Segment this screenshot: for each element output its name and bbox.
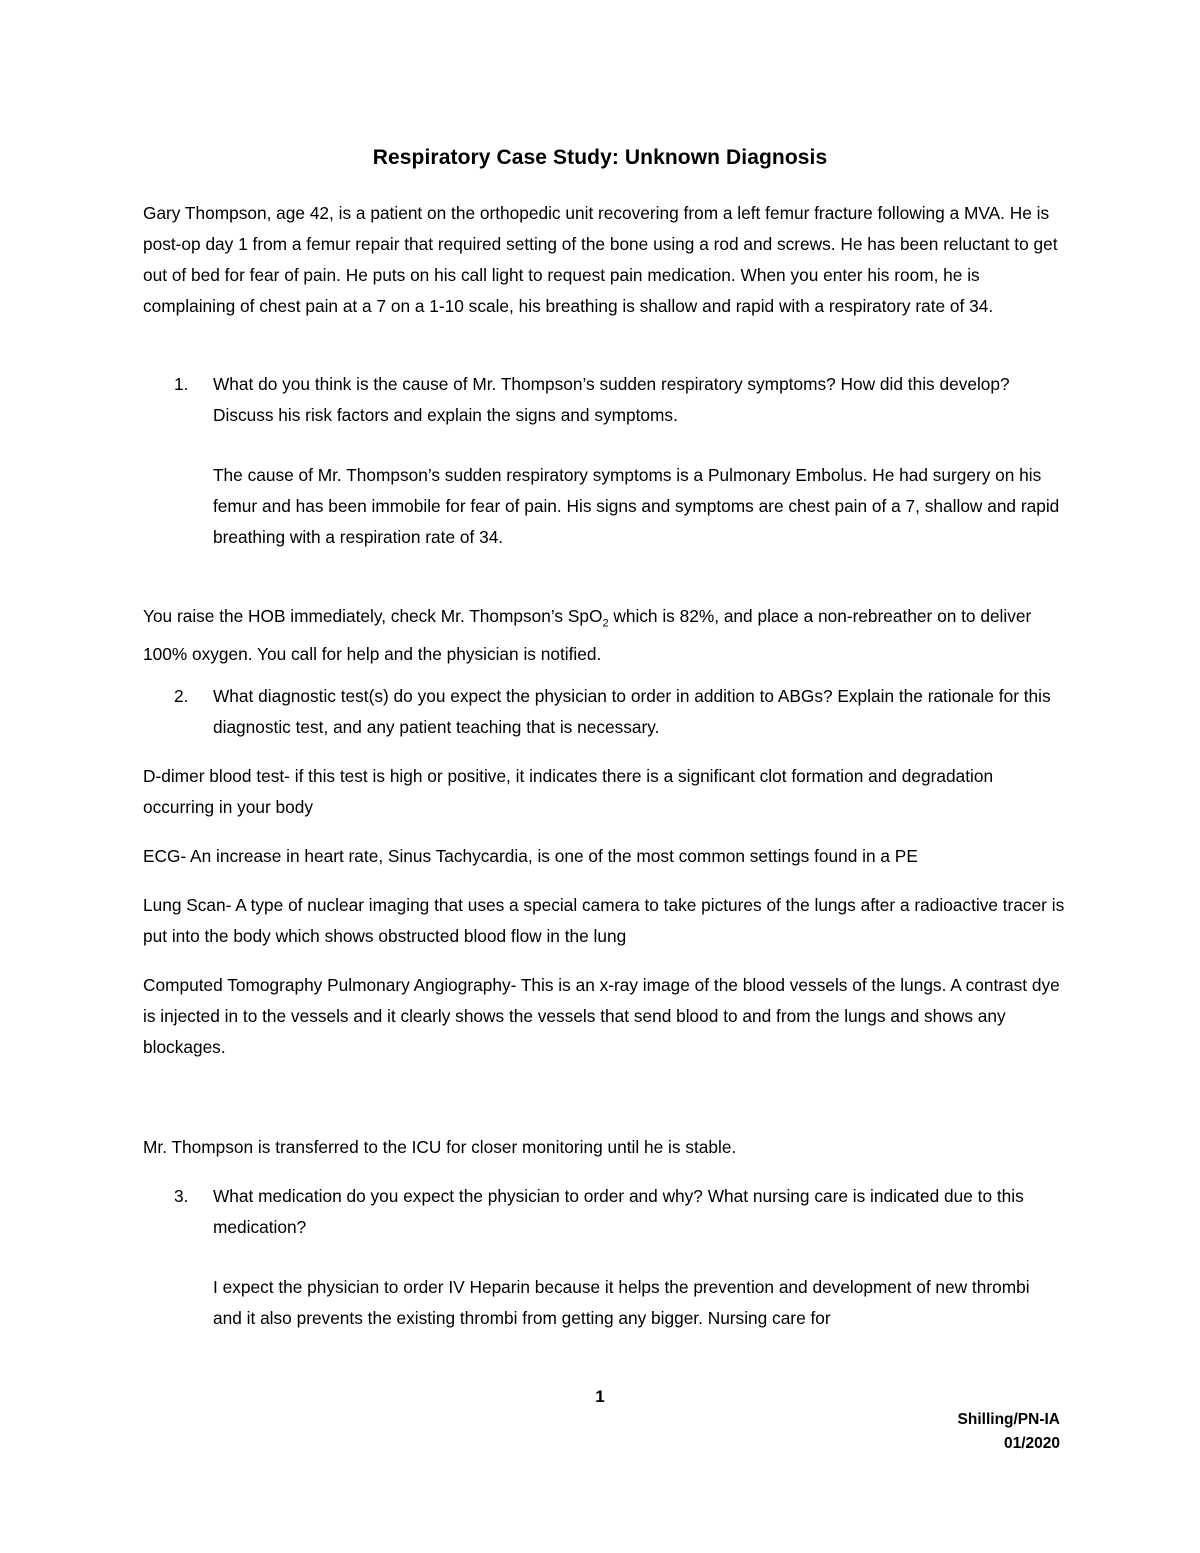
test-ecg: ECG- An increase in heart rate, Sinus Tachycardia, is one of the most common settings found in a PE	[143, 846, 918, 866]
question-2-text: What diagnostic test(s) do you expect the physician to order in addition to ABGs? Explain the rationale for this diagnostic test, and any patient teaching that is necessary.	[213, 686, 1051, 737]
footer-author: Shilling/PN-IA	[957, 1411, 1060, 1428]
answer-3-text: I expect the physician to order IV Heparin because it helps the prevention and development of new thrombi and it also prevents the existing thrombi from getting any bigger. Nursing care for	[213, 1277, 1030, 1328]
scenario-2-paragraph	[143, 601, 1068, 670]
test-lung-scan: Lung Scan- A type of nuclear imaging that uses a special camera to take pictures of the lungs after a radioactive tracer is put into the body which shows obstructed blood flow in the lung	[143, 895, 1065, 946]
question-3-number: 3.	[174, 1186, 189, 1206]
question-3-text: What medication do you expect the physician to order and why? What nursing care is indicated due to this medication?	[213, 1186, 1024, 1237]
spo2-subscript: 2	[602, 617, 609, 630]
page-number: 1	[595, 1387, 605, 1406]
question-1-number: 1.	[174, 374, 189, 394]
question-1-text: What do you think is the cause of Mr. Thompson’s sudden respiratory symptoms? How did this develop? Discuss his risk factors and explain the signs and symptoms.	[213, 374, 1010, 425]
scenario-2-after-sub: which is 82%, and place a non-rebreather on to deliver 100% oxygen. You call for help and the physician is notified.	[143, 606, 1032, 665]
scenario-3-paragraph: Mr. Thompson is transferred to the ICU for closer monitoring until he is stable.	[143, 1137, 737, 1157]
test-ctpa: Computed Tomography Pulmonary Angiography- This is an x-ray image of the blood vessels of the lungs. A contrast dye is injected in to the vessels and it clearly shows the vessels that send blood to and from the lungs and shows any blockages.	[143, 975, 1060, 1057]
footer-date: 01/2020	[1003, 1435, 1060, 1452]
question-2-number: 2.	[174, 686, 189, 706]
answer-1-text: The cause of Mr. Thompson’s sudden respiratory symptoms is a Pulmonary Embolus. He had surgery on his femur and has been immobile for fear of pain. His signs and symptoms are chest pain of a 7, shallow and rapid breathing with a respiration rate of 34.	[213, 465, 1060, 547]
intro-paragraph: Gary Thompson, age 42, is a patient on the orthopedic unit recovering from a left femur fracture following a MVA. He is post-op day 1 from a femur repair that required setting of the bone using a rod and screws. He has been reluctant to get out of bed for fear of pain. He puts on his call light to request pain medication. When you enter his room, he is complaining of chest pain at a 7 on a 1-10 scale, his breathing is shallow and rapid with a respiratory rate of 34.	[143, 203, 1058, 316]
document-title: Respiratory Case Study: Unknown Diagnosis	[372, 146, 828, 169]
scenario-2-before-sub: You raise the HOB immediately, check Mr. Thompson’s SpO	[143, 606, 603, 626]
test-d-dimer: D-dimer blood test- if this test is high or positive, it indicates there is a significant clot formation and degradation occurring in your body	[143, 766, 994, 817]
